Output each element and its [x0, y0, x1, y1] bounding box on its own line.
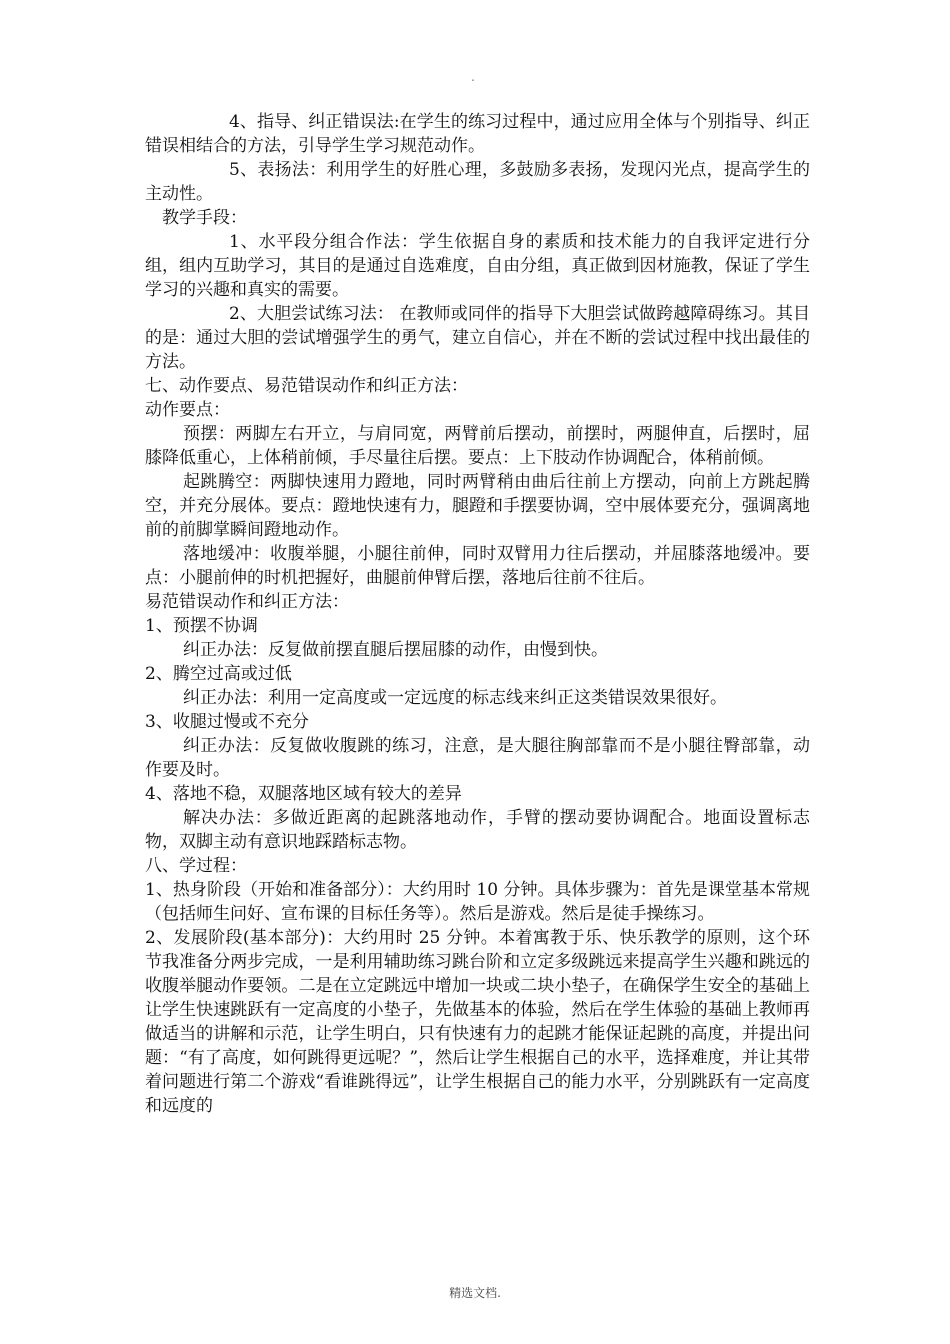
paragraph: 八、学过程： — [145, 856, 247, 876]
paragraph: 易范错误动作和纠正方法： — [145, 592, 349, 612]
paragraph: 预摆：两脚左右开立，与肩同宽，两臂前后摆动，前摆时，两腿伸直，后摆时，屈膝降低重心，上体稍前倾，手尽量往后摆。要点：上下肢动作协调配合，体稍前倾。 — [145, 424, 810, 468]
paragraph: 纠正办法：反复做收腹跳的练习，注意，是大腿往胸部靠而不是小腿往臀部靠，动作要及时。 — [145, 736, 810, 780]
paragraph: 1、热身阶段（开始和准备部分）：大约用时 10 分钟。具体步骤为：首先是课堂基本常规（包括师生问好、宣布课的目标任务等）。然后是游戏。然后是徒手操练习。 — [145, 880, 810, 924]
paragraph: 纠正办法：反复做前摆直腿后摆屈膝的动作，由慢到快。 — [183, 640, 608, 660]
paragraph: 落地缓冲：收腹举腿，小腿往前伸，同时双臂用力往后摆动，并屈膝落地缓冲。要点：小腿前伸的时机把握好，曲腿前伸臂后摆，落地后往前不往后。 — [145, 544, 810, 588]
paragraph: 动作要点： — [145, 400, 230, 420]
paragraph: 七、动作要点、易范错误动作和纠正方法： — [145, 376, 468, 396]
paragraph: 2、大胆尝试练习法： 在教师或同伴的指导下大胆尝试做跨越障碍练习。其目的是：通过大胆的尝试增强学生的勇气，建立自信心，并在不断的尝试过程中找出最佳的方法。 — [145, 304, 810, 372]
document-body — [145, 110, 810, 1118]
paragraph: 解决办法：多做近距离的起跳落地动作，手臂的摆动要协调配合。地面设置标志物，双脚主动有意识地踩踏标志物。 — [145, 808, 810, 852]
paragraph: 1、水平段分组合作法：学生依据自身的素质和技术能力的自我评定进行分组，组内互助学习，其目的是通过自选难度，自由分组，真正做到因材施教，保证了学生学习的兴趣和真实的需要。 — [145, 232, 810, 300]
page-footer: 精选文档. — [449, 1286, 501, 1300]
paragraph: 2、腾空过高或过低 — [145, 664, 292, 684]
paragraph: 纠正办法：利用一定高度或一定远度的标志线来纠正这类错误效果很好。 — [183, 688, 727, 708]
paragraph: 教学手段： — [162, 208, 247, 228]
paragraph: 2、发展阶段(基本部分)：大约用时 25 分钟。本着寓教于乐、快乐教学的原则，这个环节我准备分两步完成，一是利用辅助练习跳台阶和立定多级跳远来提高学生兴趣和跳远的收腹举腿动作要领。二是在立定跳远中增加一块或二块小垫子，在确保学生安全的基础上让学生快速跳跃有一定高度的小垫子，先做基本的体验，然后在学生体验的基础上教师再做适当的讲解和示范，让学生明白，只有快速有力的起跳才能保证起跳的高度，并提出问题：“有了高度，如何跳得更远呢？”，然后让学生根据自己的水平，选择难度，并让其带着问题进行第二个游戏“看谁跳得远”，让学生根据自己的能力水平，分别跳跃有一定高度和远度的 — [145, 928, 810, 1116]
paragraph: 4、指导、纠正错误法:在学生的练习过程中，通过应用全体与个别指导、纠正错误相结合的方法，引导学生学习规范动作。 — [145, 112, 810, 156]
header-mark: . — [471, 70, 475, 84]
paragraph: 4、落地不稳，双腿落地区域有较大的差异 — [145, 784, 462, 804]
paragraph: 3、收腿过慢或不充分 — [145, 712, 309, 732]
paragraph: 5、表扬法：利用学生的好胜心理，多鼓励多表扬，发现闪光点，提高学生的主动性。 — [145, 160, 810, 204]
paragraph: 1、预摆不协调 — [145, 616, 258, 636]
paragraph: 起跳腾空：两脚快速用力蹬地，同时两臂稍由曲后往前上方摆动，向前上方跳起腾空，并充分展体。要点：蹬地快速有力，腿蹬和手摆要协调，空中展体要充分，强调离地前的前脚掌瞬间蹬地动作。 — [145, 472, 810, 540]
